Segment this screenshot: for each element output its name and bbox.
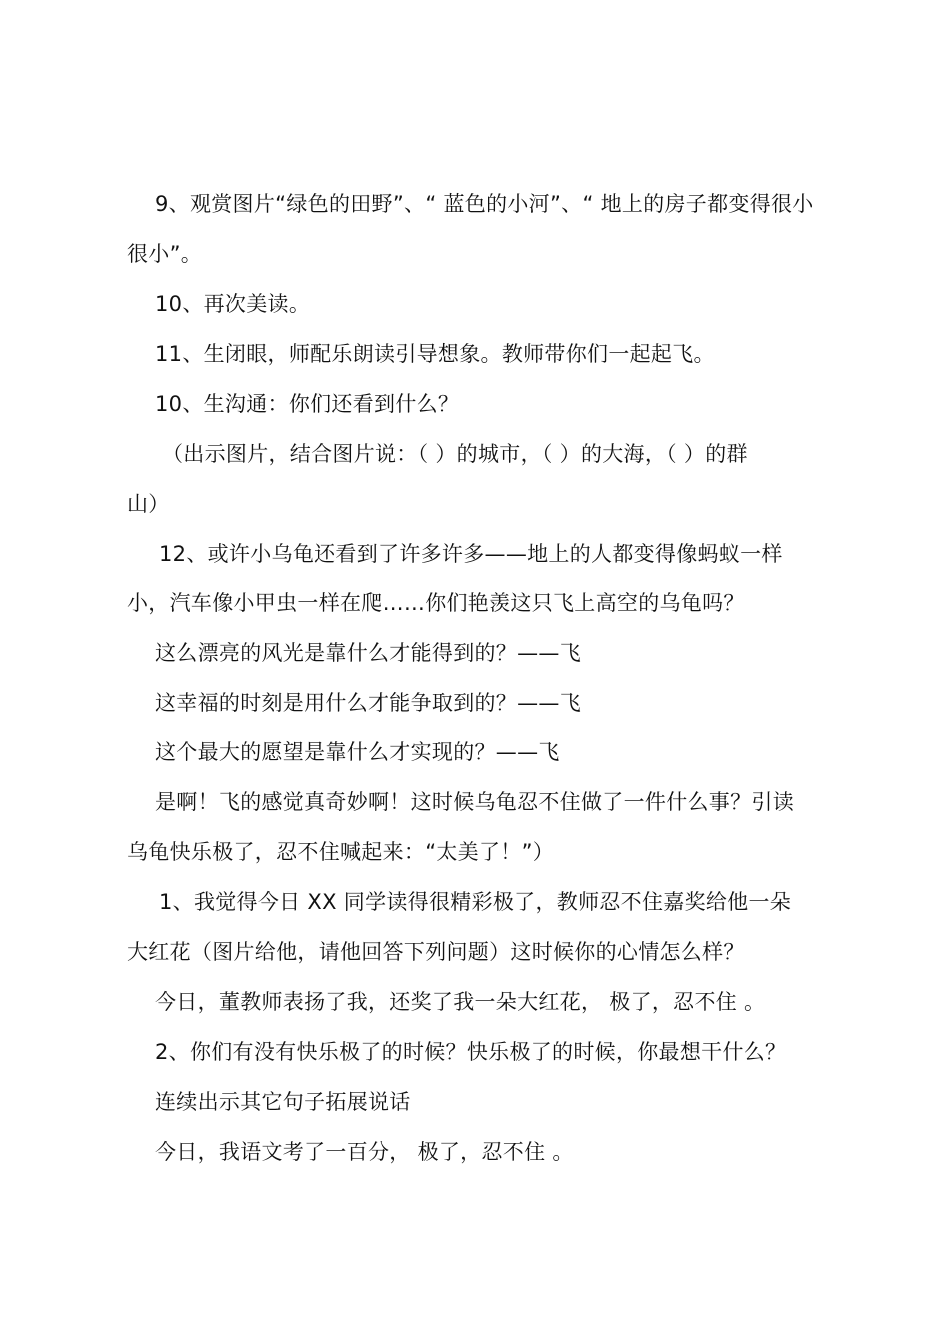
paragraph-line: 今日，董教师表扬了我，还奖了我一朵大红花， 极了，忍不住 。 xyxy=(155,990,766,1014)
paragraph-line: 2、你们有没有快乐极了的时候？快乐极了的时候，你最想干什么？ xyxy=(155,1040,787,1064)
paragraph-line: 是啊！飞的感觉真奇妙啊！这时候乌龟忍不住做了一件什么事？引读 xyxy=(155,790,794,814)
paragraph-line: 1、我觉得今日 XX 同学读得很精彩极了，教师忍不住嘉奖给他一朵 xyxy=(159,890,792,914)
paragraph-line: 乌龟快乐极了，忍不住喊起来：“太美了！”） xyxy=(127,840,555,864)
paragraph-line: 小，汽车像小甲虫一样在爬……你们艳羡这只飞上高空的乌龟吗？ xyxy=(127,591,745,615)
paragraph-line: 这么漂亮的风光是靠什么才能得到的？——飞 xyxy=(155,641,581,665)
paragraph-line: 这个最大的愿望是靠什么才实现的？——飞 xyxy=(155,740,560,764)
paragraph-line: 10、再次美读。 xyxy=(155,292,311,316)
paragraph-line: 9、观赏图片“绿色的田野”、“ 蓝色的小河”、“ 地上的房子都变得很小 xyxy=(155,192,814,216)
paragraph-line: 很小”。 xyxy=(127,242,203,266)
paragraph-line: （出示图片，结合图片说：（ ）的城市，（ ）的大海，（ ）的群 xyxy=(162,442,748,466)
paragraph-line: 11、生闭眼，师配乐朗读引导想象。教师带你们一起起飞。 xyxy=(155,342,715,366)
paragraph-line: 这幸福的时刻是用什么才能争取到的？——飞 xyxy=(155,691,581,715)
paragraph-line: 大红花（图片给他，请他回答下列问题）这时候你的心情怎么样？ xyxy=(127,940,745,964)
paragraph-line: 今日，我语文考了一百分， 极了，忍不住 。 xyxy=(155,1140,574,1164)
paragraph-line: 山） xyxy=(127,492,170,516)
paragraph-line: 12、或许小乌龟还看到了许多许多——地上的人都变得像蚂蚁一样 xyxy=(159,542,783,566)
paragraph-line: 连续出示其它句子拓展说话 xyxy=(155,1090,411,1114)
paragraph-line: 10、生沟通：你们还看到什么？ xyxy=(155,392,460,416)
